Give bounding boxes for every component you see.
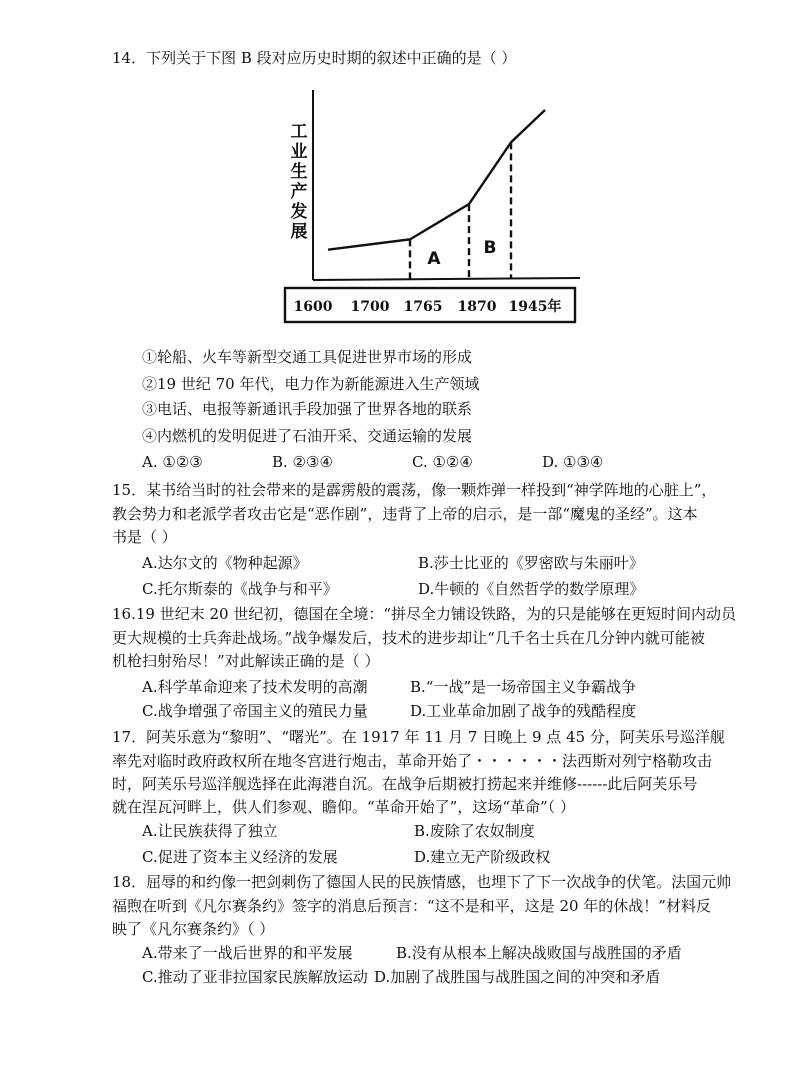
chart-ylabel (288, 122, 310, 242)
q16-option-c: C.战争增强了帝国主义的殖民力量 (142, 702, 368, 720)
q16-option-b: B.“一战”是一场帝国主义争霸战争 (410, 678, 637, 696)
q16-option-d: D.工业革命加剧了战争的残酷程度 (410, 702, 637, 720)
q16-line-3: 机枪扫射殆尽！”对此解读正确的是（ ） (112, 652, 380, 670)
q15-option-b: B.莎士比亚的《罗密欧与朱丽叶》 (418, 554, 644, 572)
segment-label-b: B (483, 238, 497, 258)
q16-line-1: 16.19 世纪末 20 世纪初，德国在全境：“拼尽全力铺设铁路，为的只是能够在更短时间内动员 (112, 605, 737, 623)
segment-label-a: A (427, 249, 441, 269)
q18-option-c: C.推动了亚非拉国家民族解放运动 (142, 968, 368, 986)
ylabel-char-3: 产 (290, 182, 308, 202)
q17-option-c: C.促进了资本主义经济的发展 (142, 848, 338, 866)
ylabel-char-1: 业 (290, 142, 308, 162)
q17-line-2: 率先对临时政府政权所在地冬宫进行炮击，革命开始了・・・・・・法西斯对列宁格勒攻击 (112, 752, 713, 770)
industry-line (328, 110, 545, 250)
q14-option-c: C. ①②④ (412, 453, 473, 471)
q18-option-b: B.没有从根本上解决战败国与战胜国的矛盾 (396, 944, 682, 962)
q14-option-d: D. ①③④ (542, 453, 604, 471)
q18-option-d: D.加剧了战胜国与战胜国之间的冲突和矛盾 (374, 968, 661, 986)
q14-option-b: B. ②③④ (272, 453, 333, 471)
ylabel-char-4: 发 (290, 202, 308, 222)
x-axis (313, 278, 580, 280)
q16-option-a: A.科学革命迎来了技术发明的高潮 (142, 678, 368, 696)
q17-option-a: A.让民族获得了独立 (142, 822, 278, 840)
q14-item-2: ②19 世纪 70 年代，电力作为新能源进入生产领域 (142, 375, 480, 393)
q14-option-a: A. ①②③ (142, 453, 203, 471)
q17-option-b: B.废除了农奴制度 (414, 822, 535, 840)
q14-item-4: ④内燃机的发明促进了石油开采、交通运输的发展 (142, 427, 473, 445)
x-tick-2: 1765 (403, 299, 443, 315)
x-tick-1: 1700 (350, 299, 390, 315)
q18-line-3: 映了《凡尔赛条约》（ ） (112, 920, 275, 938)
x-tick-0: 1600 (293, 299, 333, 315)
x-tick-3: 1870 (457, 299, 497, 315)
q18-line-2: 福煦在听到《凡尔赛条约》签字的消息后预言：“这不是和平，这是 20 年的休战！”材料反 (112, 897, 711, 915)
chart-svg (280, 85, 580, 325)
q17-option-d: D.建立无产阶级政权 (414, 848, 551, 866)
q15-line-3: 书是（ ） (112, 528, 177, 546)
q15-line-2: 教会势力和老派学者攻击它是“恶作剧”，违背了上帝的启示，是一部“魔鬼的圣经”。这本 (112, 505, 698, 523)
industrial-development-chart (280, 85, 580, 325)
q15-option-c: C.托尔斯泰的《战争与和平》 (142, 580, 338, 598)
q18-option-a: A.带来了一战后世界的和平发展 (142, 944, 353, 962)
q18-line-1: 18．屈辱的和约像一把剑刺伤了德国人民的民族情感，也埋下了下一次战争的伏笔。法国元帅 (112, 873, 732, 891)
ylabel-char-0: 工 (290, 122, 308, 142)
q17-line-3: 时，阿芙乐号巡洋舰选择在此海港自沉。在战争后期被打捞起来并维修------此后阿芙乐号 (112, 775, 698, 793)
q17-line-4: 就在涅瓦河畔上，供人们参观、瞻仰。“革命开始了”，这场“革命”（ ） (112, 798, 575, 816)
x-tick-4: 1945年 (508, 299, 562, 315)
q15-option-d: D.牛顿的《自然哲学的数学原理》 (418, 580, 645, 598)
q16-line-2: 更大规模的士兵奔赴战场。”战争爆发后，技术的进步却让“几千名士兵在几分钟内就可能被 (112, 629, 705, 647)
ylabel-char-5: 展 (290, 222, 308, 242)
q15-option-a: A.达尔文的《物种起源》 (142, 554, 308, 572)
q17-line-1: 17．阿芙乐意为“黎明”、“曙光”。在 1917 年 11 月 7 日晚上 9 点 45 分，阿芙乐号巡洋舰 (112, 728, 725, 746)
q15-line-1: 15．某书给当时的社会带来的是霹雳般的震荡，像一颗炸弹一样投到“神学阵地的心脏上”， (112, 481, 717, 499)
ylabel-char-2: 生 (290, 162, 308, 182)
q14-item-3: ③电话、电报等新通讯手段加强了世界各地的联系 (142, 400, 473, 418)
q14-stem: 14．下列关于下图 B 段对应历史时期的叙述中正确的是（ ） (112, 49, 517, 67)
q14-item-1: ①轮船、火车等新型交通工具促进世界市场的形成 (142, 348, 473, 366)
